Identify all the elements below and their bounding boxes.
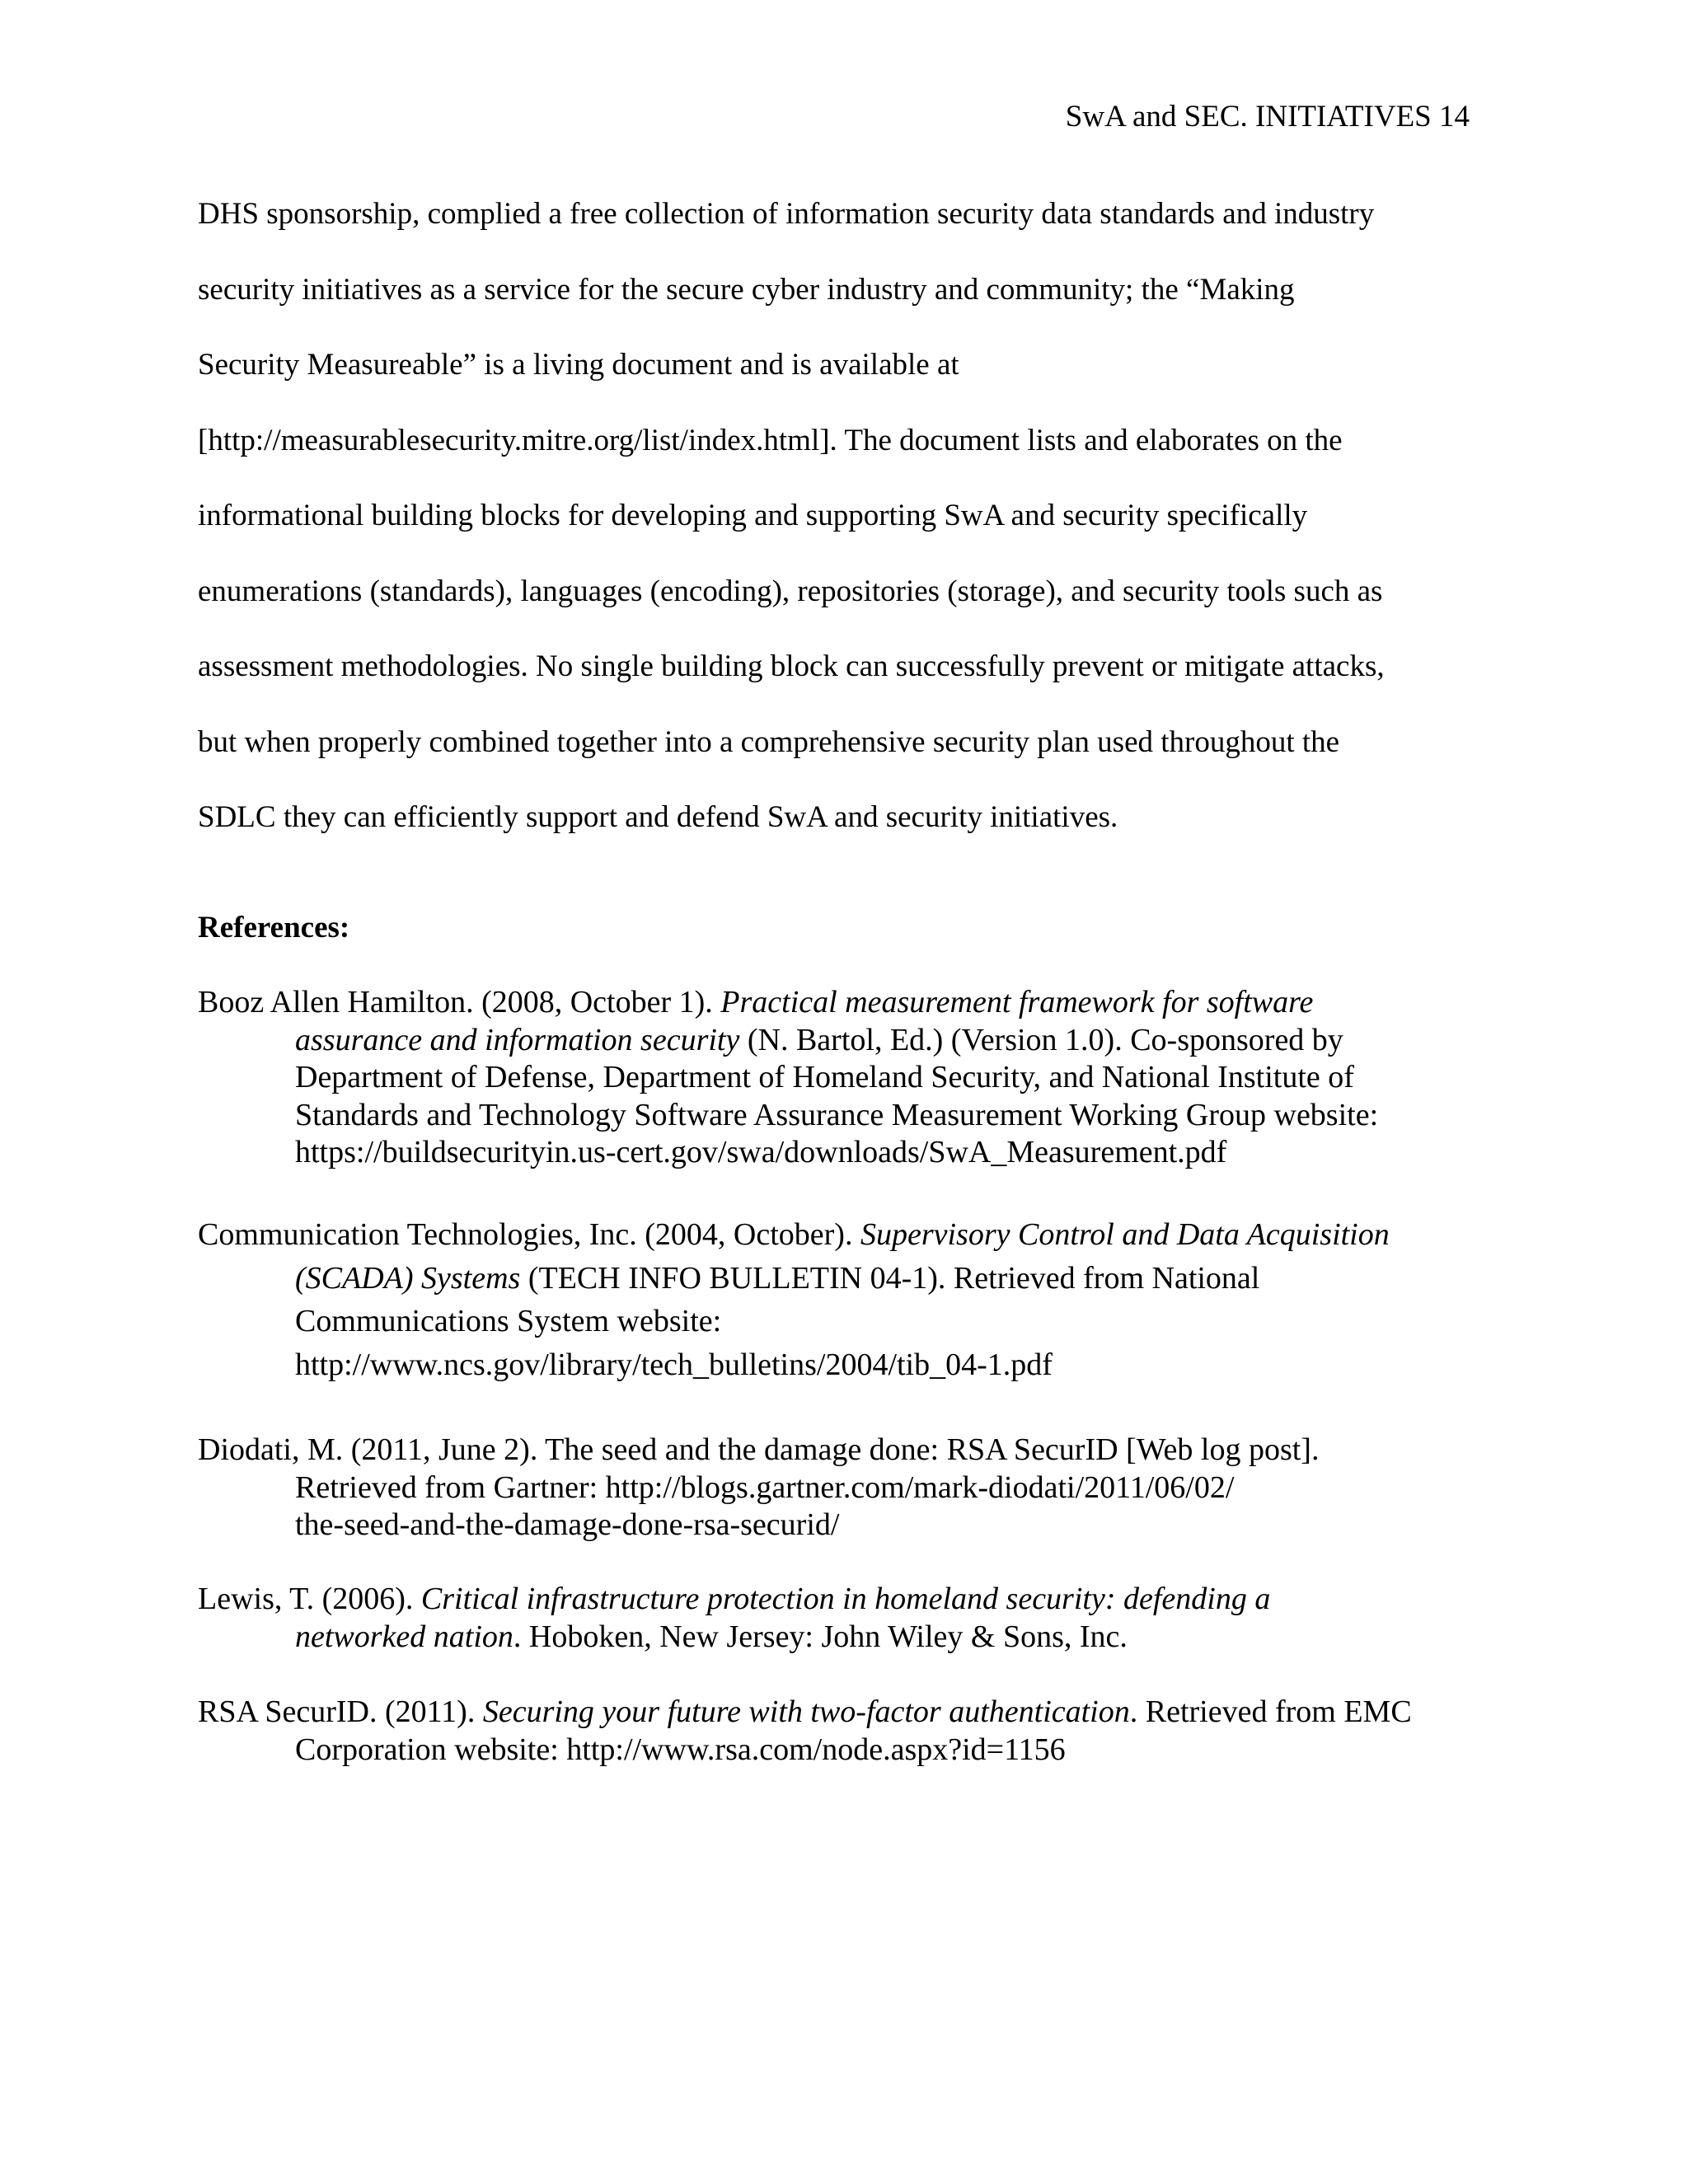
reference-text: Communication Technologies, Inc. (2004, October). [198,1217,860,1252]
reference-line [198,1257,1533,1301]
reference-line [198,1022,1533,1060]
reference-line [198,984,1533,1022]
reference-entry-diodati [198,1432,1533,1544]
reference-title: (SCADA) Systems [295,1260,521,1296]
reference-text: (N. Bartol, Ed.) (Version 1.0). Co-sponsored by [739,1022,1343,1057]
reference-entry-lewis [198,1581,1533,1656]
reference-text: Lewis, T. (2006). [198,1582,421,1616]
reference-entry-booz-allen [198,984,1533,1172]
reference-line [198,1581,1533,1619]
paragraph-line: informational building blocks for developing and supporting SwA and security specifically [198,499,1308,532]
reference-line [198,1694,1533,1732]
paragraph-line: DHS sponsorship, complied a free collection of information security data standards and industry [198,197,1375,231]
reference-entry-rsa [198,1694,1533,1769]
reference-text: RSA SecurID. (2011). [198,1694,483,1729]
reference-text: (TECH INFO BULLETIN 04-1). Retrieved from National [520,1260,1260,1296]
paragraph-line: SDLC they can efficiently support and defend SwA and security initiatives. [198,800,1118,834]
reference-line [198,1619,1533,1657]
running-head: SwA and SEC. INITIATIVES 14 [1065,100,1470,134]
reference-text: Booz Allen Hamilton. (2008, October 1). [198,985,721,1019]
paragraph-line: but when properly combined together into a comprehensive security plan used throughout the [198,724,1340,759]
reference-line: the-seed-and-the-damage-done-rsa-securid/ [295,1507,840,1542]
reference-line: Diodati, M. (2011, June 2). The seed and the damage done: RSA SecurID [Web log post]. [198,1432,1320,1467]
reference-title: Practical measurement framework for software [720,985,1314,1019]
reference-text: . Hoboken, New Jersey: John Wiley & Sons, Inc. [513,1619,1128,1654]
paragraph-line: security initiatives as a service for the secure cyber industry and community; the “Making [198,272,1295,307]
reference-line: Standards and Technology Software Assurance Measurement Working Group website: [295,1097,1379,1132]
reference-text: . Retrieved from EMC [1129,1694,1412,1729]
reference-title: networked nation [295,1619,513,1654]
reference-line: Department of Defense, Department of Homeland Security, and National Institute of [295,1060,1354,1094]
reference-line [198,1213,1533,1257]
paragraph-line: enumerations (standards), languages (encoding), repositories (storage), and security tools such as [198,574,1383,608]
reference-title: assurance and information security [295,1022,740,1057]
reference-line: Communications System website: [295,1304,722,1338]
references-heading: References: [198,911,350,944]
reference-title: Supervisory Control and Data Acquisition [860,1217,1390,1252]
paragraph-line: assessment methodologies. No single building block can successfully prevent or mitigate attacks, [198,649,1385,683]
reference-title: Critical infrastructure protection in homeland security: defending a [420,1582,1271,1616]
reference-title: Securing your future with two-factor authentication [482,1694,1130,1729]
body-paragraph [198,194,1517,874]
reference-line: Retrieved from Gartner: http://blogs.gartner.com/mark-diodati/2011/06/02/ [295,1469,1235,1505]
paragraph-line: Security Measureable” is a living document and is available at [198,348,959,382]
reference-line: https://buildsecurityin.us-cert.gov/swa/downloads/SwA_Measurement.pdf [295,1135,1227,1169]
reference-line: http://www.ncs.gov/library/tech_bulletins/2004/tib_04-1.pdf [295,1347,1053,1382]
reference-entry-communication-technologies [198,1213,1533,1386]
paragraph-line: [http://measurablesecurity.mitre.org/list/index.html]. The document lists and elaborates on the [198,423,1343,457]
reference-line: Corporation website: http://www.rsa.com/node.aspx?id=1156 [295,1732,1066,1767]
